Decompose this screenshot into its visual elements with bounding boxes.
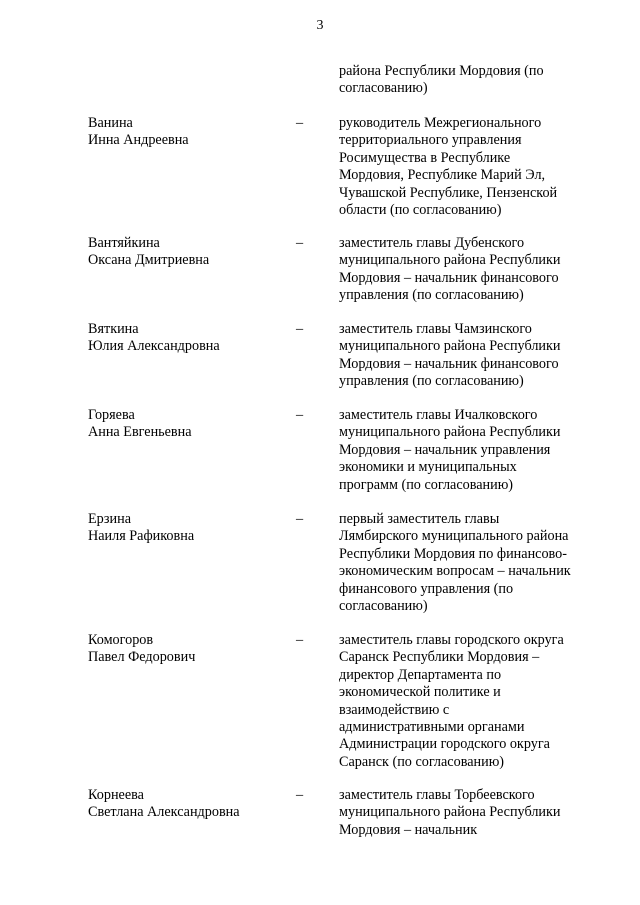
continued-position-text: района Республики Мордовия (по согласованию) (339, 63, 544, 97)
member-name: Корнеева Светлана Александровна (88, 787, 240, 821)
dash-separator: – (296, 511, 304, 527)
member-position: заместитель главы Дубенского муниципального района Республики Мордовия – начальник финансового управления (по согласованию) (339, 235, 561, 304)
member-position: руководитель Межрегионального территориального управления Росимущества в Республике Мордовия, Республике Марий Эл, Чувашской Республике, Пензенской области (по согласованию) (339, 115, 558, 219)
member-name: Ванина Инна Андреевна (88, 115, 189, 149)
dash-separator: – (296, 115, 304, 131)
dash-separator: – (296, 321, 304, 337)
member-position: заместитель главы Торбеевского муниципального района Республики Мордовия – начальник (339, 787, 561, 838)
dash-separator: – (296, 235, 304, 251)
member-position: заместитель главы городского округа Саранск Республики Мордовия – директор Департамента по экономической политике и взаимодействию с административными органами Администрации городского округа Саранск (по согласованию) (339, 632, 564, 770)
dash-separator: – (296, 632, 304, 648)
member-name: Вяткина Юлия Александровна (88, 321, 220, 355)
member-position: заместитель главы Ичалковского муниципального района Республики Мордовия – начальник управления экономики и муниципальных программ (по согласованию) (339, 407, 561, 493)
member-name: Ерзина Наиля Рафиковна (88, 511, 195, 545)
member-position: первый заместитель главы Лямбирского муниципального района Республики Мордовия по финансово- экономическим вопросам – начальник финансового управления (по согласованию) (339, 511, 571, 615)
page-number: 3 (316, 18, 324, 33)
member-name: Вантяйкина Оксана Дмитриевна (88, 235, 210, 269)
member-name: Комогоров Павел Федорович (88, 632, 196, 666)
dash-separator: – (296, 787, 304, 803)
member-position: заместитель главы Чамзинского муниципального района Республики Мордовия – начальник финансового управления (по согласованию) (339, 321, 561, 390)
member-name: Горяева Анна Евгеньевна (88, 407, 192, 441)
dash-separator: – (296, 407, 304, 423)
